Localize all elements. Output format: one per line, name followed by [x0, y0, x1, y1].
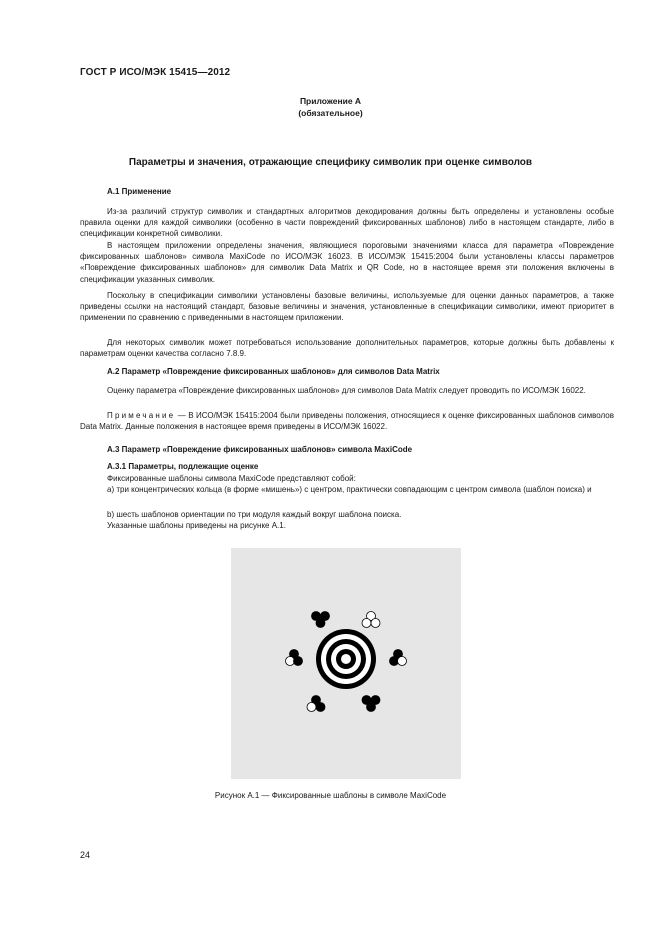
- orientation-pattern-top-left: [312, 612, 330, 628]
- note-text: — В ИСО/МЭК 15415:2004 были приведены положения, относящиеся к оценке фиксированных шаблонов символов Data Matrix. Данные положения в настоящее время приведены в ИСО/МЭК 16022.: [80, 411, 614, 432]
- page-number: 24: [80, 850, 91, 860]
- list-item-b: b) шесть шаблонов ориентации по три модуля каждый вокруг шаблона поиска.: [107, 510, 402, 519]
- section-a31-heading: А.3.1 Параметры, подлежащие оценке: [107, 462, 259, 471]
- section-a1-paragraph-3: Поскольку в спецификации символики установлены базовые величины, используемые для оценки данных параметров, а также приведены ссылки на настоящий стандарт, базовые величины и значения, установленные в спецификации символики, имеют приоритет в применении по сравнению с приведенными в настоящем приложении.: [80, 291, 614, 323]
- figure-caption: Рисунок А.1 — Фиксированные шаблоны в символе MaxiCode: [214, 791, 447, 800]
- orientation-pattern-bottom-left: [307, 696, 325, 712]
- maxicode-patterns-svg: [231, 548, 461, 779]
- orientation-pattern-bottom-right: [362, 696, 380, 712]
- list-item-a: a) три концентрических кольца (в форме «мишень») с центром, практически совпадающим с центром символа (шаблон поиска) и: [107, 485, 592, 494]
- section-a1-heading: А.1 Применение: [107, 187, 172, 196]
- section-a2-note: [80, 410, 614, 432]
- orientation-pattern-right: [390, 650, 407, 666]
- appendix-status: (обязательное): [298, 108, 363, 118]
- section-a3-heading: А.3 Параметр «Повреждение фиксированных шаблонов» символа MaxiCode: [107, 445, 413, 454]
- section-a1-paragraph-4: Для некоторых символик может потребоваться использование дополнительных параметров, которые должны быть добавлены к параметрам оценки качества согласно 7.8.9.: [80, 338, 614, 359]
- maxicode-figure: [231, 548, 461, 779]
- section-a3-intro: Фиксированные шаблоны символа MaxiCode представляют собой:: [107, 474, 356, 483]
- finder-pattern-bullseye: [316, 629, 376, 689]
- section-a2-heading: А.2 Параметр «Повреждение фиксированных шаблонов» для символов Data Matrix: [107, 367, 440, 376]
- section-a1-paragraph-1: Из-за различий структур символик и стандартных алгоритмов декодирования должны быть определены и установлены особые правила оценки для каждой символики (особенно в части повреждений фиксированных шаблонов) либо в настоящем стандарте, либо в спецификации конкретной символики.: [80, 207, 614, 239]
- document-header: ГОСТ Р ИСО/МЭК 15415—2012: [80, 67, 231, 78]
- page-title: Параметры и значения, отражающие специфику символик при оценке символов: [128, 157, 533, 168]
- section-a2-paragraph: Оценку параметра «Повреждение фиксированных шаблонов» для символов Data Matrix следует проводить по ИСО/МЭК 16022.: [107, 386, 586, 395]
- appendix-label: Приложение А: [299, 96, 362, 106]
- figure-reference: Указанные шаблоны приведены на рисунке А.1.: [107, 521, 286, 530]
- note-label: Примечание: [107, 411, 176, 420]
- section-a1-paragraph-2: В настоящем приложении определены значения, являющиеся пороговыми значениями класса для параметра «Повреждение фиксированных шаблонов» символа MaxiCode по ИСО/МЭК 16023. В ИСО/МЭК 15415:2004 были установлены классы параметров «Повреждение фиксированных шаблонов» для символик Data Matrix и QR Code, но в настоящее время эти положения включены в спецификации указанных символик.: [80, 241, 614, 284]
- orientation-pattern-top-right: [362, 612, 380, 628]
- orientation-pattern-left: [286, 650, 303, 666]
